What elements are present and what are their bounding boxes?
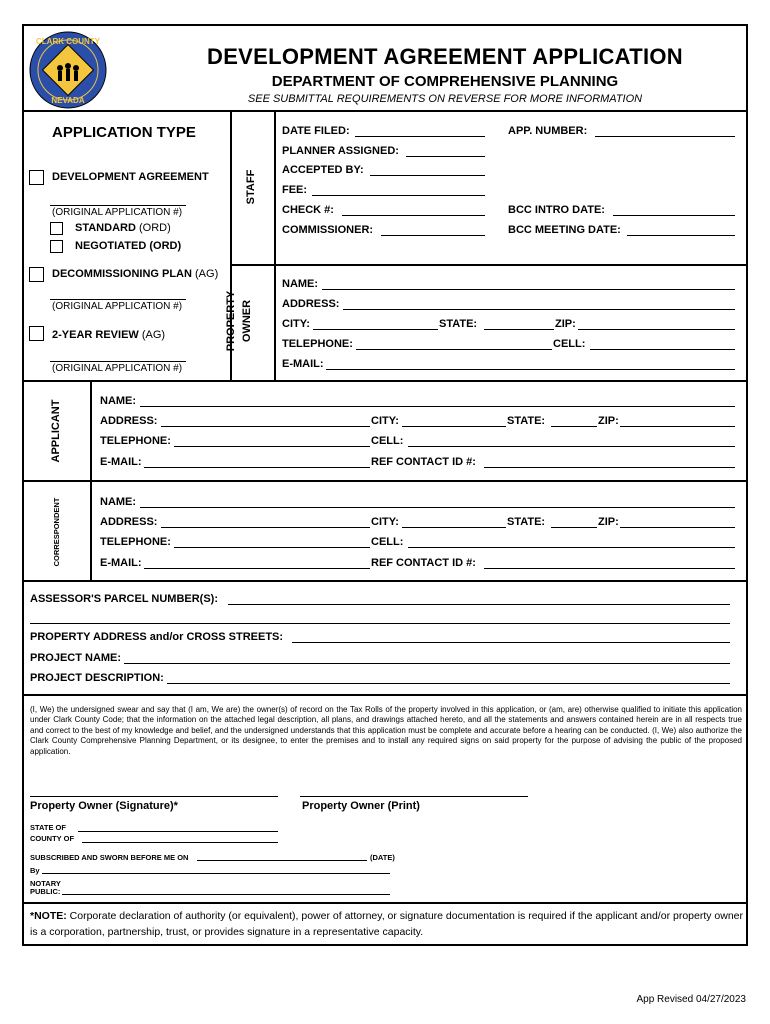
date-filed-field[interactable]	[355, 136, 485, 137]
fee-label: FEE:	[282, 184, 308, 196]
divider	[22, 694, 748, 696]
owner-name-label: NAME:	[282, 278, 319, 290]
notary-label-1: NOTARY	[30, 879, 61, 888]
correspondent-cell-label: CELL:	[371, 536, 404, 548]
applicant-telephone-label: TELEPHONE:	[100, 435, 171, 447]
county-of-field[interactable]	[82, 842, 278, 843]
correspondent-cell-field[interactable]	[408, 547, 735, 548]
original-application-line[interactable]	[50, 361, 186, 362]
check-number-label: CHECK #:	[282, 204, 334, 216]
applicant-email-label: E-MAIL:	[100, 456, 142, 468]
correspondent-zip-field[interactable]	[620, 527, 735, 528]
applicant-state-label: STATE:	[507, 415, 546, 427]
original-application-label: (ORIGINAL APPLICATION #)	[52, 363, 183, 374]
applicant-email-field[interactable]	[144, 467, 370, 468]
applicant-zip-field[interactable]	[620, 426, 735, 427]
negotiated-checkbox[interactable]	[50, 240, 63, 253]
original-application-label: (ORIGINAL APPLICATION #)	[52, 207, 183, 218]
logo-text-top: CLARK COUNTY	[36, 37, 100, 46]
applicant-ref-contact-field[interactable]	[484, 467, 735, 468]
correspondent-address-label: ADDRESS:	[100, 516, 158, 528]
owner-print-label: Property Owner (Print)	[302, 800, 420, 812]
form-title: DEVELOPMENT AGREEMENT APPLICATION	[207, 44, 683, 69]
two-year-review-label: 2-YEAR REVIEW (AG)	[52, 329, 166, 341]
application-type-heading: APPLICATION TYPE	[52, 124, 196, 141]
bcc-intro-date-field[interactable]	[613, 215, 735, 216]
notary-label-2: PUBLIC:	[30, 887, 61, 896]
accepted-by-label: ACCEPTED BY:	[282, 164, 364, 176]
project-name-field[interactable]	[124, 663, 730, 664]
correspondent-telephone-field[interactable]	[174, 547, 370, 548]
original-application-line[interactable]	[50, 205, 186, 206]
state-of-label: STATE OF	[30, 823, 66, 832]
bcc-meeting-date-field[interactable]	[627, 235, 735, 236]
negotiated-label: NEGOTIATED (ORD)	[75, 240, 182, 252]
accepted-by-field[interactable]	[370, 175, 485, 176]
fee-field[interactable]	[312, 195, 485, 196]
applicant-state-field[interactable]	[551, 426, 597, 427]
logo-text-bottom: NEVADA	[51, 96, 85, 105]
correspondent-city-field[interactable]	[402, 527, 506, 528]
correspondent-telephone-label: TELEPHONE:	[100, 536, 171, 548]
applicant-name-field[interactable]	[140, 406, 735, 407]
applicant-address-field[interactable]	[161, 426, 370, 427]
development-agreement-checkbox[interactable]	[29, 170, 44, 185]
divider	[22, 480, 748, 482]
correspondent-address-field[interactable]	[161, 527, 370, 528]
owner-address-label: ADDRESS:	[282, 298, 340, 310]
date-filed-label: DATE FILED:	[282, 125, 350, 137]
decommissioning-plan-checkbox[interactable]	[29, 267, 44, 282]
divider	[22, 902, 748, 904]
divider	[274, 110, 276, 380]
applicant-city-field[interactable]	[402, 426, 506, 427]
correspondent-ref-contact-label: REF CONTACT ID #:	[371, 557, 476, 569]
affidavit-text: (I, We) the undersigned swear and say that (I am, We are) the owner(s) of record on the Tax Rolls of the property involved in this application, or (am, are) otherwise qualified to initiate this application under Clark County Code; that the information on the attached legal description, all plans, and drawings attached hereto, and all the statements and answers contained herein are in all respects true and correct to the best of my knowledge and belief, and the undersigned understands that this application must be complete and accurate before a hearing can be conducted. (I, We) also authorize the Clark County Comprehensive Planning Department, or its designee, to enter the premises and to install any required signs on said property for the purpose of advising the public of the proposed application.	[30, 705, 742, 756]
bcc-meeting-date-label: BCC MEETING DATE:	[508, 224, 621, 236]
app-number-label: APP. NUMBER:	[508, 125, 588, 137]
project-description-field[interactable]	[167, 683, 730, 684]
owner-zip-field[interactable]	[578, 329, 735, 330]
development-agreement-label: DEVELOPMENT AGREEMENT	[52, 171, 209, 183]
correspondent-state-label: STATE:	[507, 516, 546, 528]
owner-signature-label: Property Owner (Signature)*	[30, 800, 178, 812]
commissioner-field[interactable]	[381, 235, 485, 236]
correspondent-email-field[interactable]	[144, 568, 370, 569]
original-application-line[interactable]	[50, 299, 186, 300]
owner-cell-label: CELL:	[553, 338, 586, 350]
note-text: Corporate declaration of authority (or equivalent), power of attorney, or signature documentation is required if the applicant and/or property owner is a corporation, partnership, trust, or provides signature in a representative capacity.	[30, 910, 744, 938]
owner-zip-label: ZIP:	[555, 318, 576, 330]
note-prefix: *NOTE:	[30, 910, 67, 922]
divider	[22, 110, 748, 112]
applicant-section-label: APPLICANT	[50, 399, 62, 463]
owner-email-label: E-MAIL:	[282, 358, 324, 370]
applicant-ref-contact-label: REF CONTACT ID #:	[371, 456, 476, 468]
divider	[230, 264, 748, 266]
date-label: (DATE)	[370, 853, 395, 862]
correspondent-name-label: NAME:	[100, 496, 137, 508]
correspondent-email-label: E-MAIL:	[100, 557, 142, 569]
subscribed-date-field[interactable]	[197, 860, 367, 861]
clark-county-logo	[28, 30, 108, 110]
applicant-address-label: ADDRESS:	[100, 415, 158, 427]
decommissioning-plan-label: DECOMMISSIONING PLAN (AG)	[52, 268, 219, 280]
owner-state-label: STATE:	[439, 318, 478, 330]
check-number-field[interactable]	[342, 215, 485, 216]
applicant-cell-label: CELL:	[371, 435, 404, 447]
notary-field[interactable]	[62, 894, 390, 895]
owner-print-line[interactable]	[300, 796, 528, 797]
property-owner-label-1: PROPERTY	[225, 290, 237, 352]
property-address-label: PROPERTY ADDRESS and/or CROSS STREETS:	[30, 631, 284, 643]
applicant-city-label: CITY:	[371, 415, 399, 427]
owner-email-field[interactable]	[326, 369, 735, 370]
divider	[22, 380, 748, 382]
original-application-label: (ORIGINAL APPLICATION #)	[52, 301, 183, 312]
department-title: DEPARTMENT OF COMPREHENSIVE PLANNING	[271, 73, 619, 90]
subscribed-label: SUBSCRIBED AND SWORN BEFORE ME ON	[30, 853, 189, 862]
owner-telephone-field[interactable]	[356, 349, 552, 350]
owner-state-field[interactable]	[484, 329, 554, 330]
owner-address-field[interactable]	[343, 309, 735, 310]
applicant-telephone-field[interactable]	[174, 446, 370, 447]
owner-cell-field[interactable]	[590, 349, 735, 350]
note	[30, 908, 744, 940]
planner-assigned-label: PLANNER ASSIGNED:	[282, 145, 399, 157]
instructions: SEE SUBMITTAL REQUIREMENTS ON REVERSE FOR MORE INFORMATION	[247, 93, 643, 105]
applicant-cell-field[interactable]	[408, 446, 735, 447]
owner-name-field[interactable]	[322, 289, 735, 290]
bcc-intro-date-label: BCC INTRO DATE:	[508, 204, 605, 216]
app-number-field[interactable]	[595, 136, 735, 137]
planner-assigned-field[interactable]	[406, 156, 485, 157]
owner-city-label: CITY:	[282, 318, 310, 330]
property-address-field[interactable]	[292, 642, 730, 643]
by-label: By	[30, 866, 40, 875]
staff-section-label: STAFF	[245, 169, 257, 205]
correspondent-state-field[interactable]	[551, 527, 597, 528]
standard-checkbox[interactable]	[50, 222, 63, 235]
correspondent-city-label: CITY:	[371, 516, 399, 528]
project-name-label: PROJECT NAME:	[30, 652, 122, 664]
parcel-numbers-label: ASSESSOR'S PARCEL NUMBER(S):	[30, 593, 219, 605]
owner-signature-line[interactable]	[30, 796, 278, 797]
two-year-review-checkbox[interactable]	[29, 326, 44, 341]
correspondent-name-field[interactable]	[140, 507, 735, 508]
correspondent-zip-label: ZIP:	[598, 516, 619, 528]
correspondent-section-label: CORRESPONDENT	[52, 497, 61, 567]
county-of-label: COUNTY OF	[30, 834, 75, 843]
parcel-numbers-field[interactable]	[228, 604, 730, 605]
by-field[interactable]	[42, 873, 390, 874]
owner-telephone-label: TELEPHONE:	[282, 338, 353, 350]
correspondent-ref-contact-field[interactable]	[484, 568, 735, 569]
applicant-name-label: NAME:	[100, 395, 137, 407]
standard-label: STANDARD (ORD)	[75, 222, 171, 234]
owner-city-field[interactable]	[313, 329, 438, 330]
revision-date: App Revised 04/27/2023	[636, 994, 746, 1005]
commissioner-label: COMMISSIONER:	[282, 224, 374, 236]
state-of-field[interactable]	[78, 831, 278, 832]
divider	[22, 580, 748, 582]
parcel-numbers-field-2[interactable]	[30, 623, 730, 624]
property-owner-label-2: OWNER	[241, 299, 253, 343]
applicant-zip-label: ZIP:	[598, 415, 619, 427]
project-description-label: PROJECT DESCRIPTION:	[30, 672, 164, 684]
